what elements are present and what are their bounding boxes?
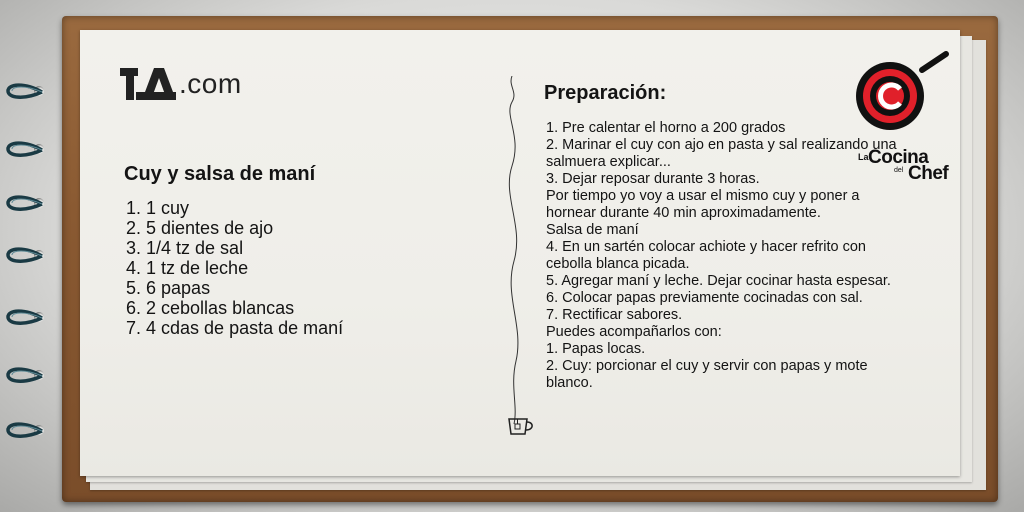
- recipe-title: Cuy y salsa de maní: [124, 163, 316, 185]
- chef-logo-cocina: Cocina: [868, 147, 929, 168]
- list-item: 3. 1/4 tz de sal: [126, 238, 244, 258]
- binding-ring: [4, 138, 70, 160]
- list-item: 2. Cuy: porcionar el cuy y servir con papas y mote blanco.: [546, 358, 868, 391]
- binding-ring: [4, 419, 70, 441]
- chef-logo-chef: Chef: [908, 163, 949, 184]
- binding-ring: [4, 364, 70, 386]
- list-item: 2. 5 dientes de ajo: [126, 218, 274, 238]
- list-item: Puedes acompañarlos con:: [546, 324, 722, 340]
- brand-logo: [120, 64, 242, 104]
- ingredient-list: [126, 198, 343, 338]
- list-item: 6. Colocar papas previamente cocinadas con sal.: [546, 290, 863, 306]
- binding-ring: [4, 192, 70, 214]
- list-item: 7. Rectificar sabores.: [546, 307, 683, 323]
- list-item: 2. Marinar el cuy con ajo en pasta y sal realizando una salmuera explicar...: [546, 137, 897, 170]
- list-item: 1. Papas locas.: [546, 341, 646, 357]
- binding-ring: [4, 244, 70, 266]
- chef-logo-del: del: [894, 167, 904, 174]
- list-item: 4. En un sartén colocar achiote y hacer refrito con cebolla blanca picada.: [546, 239, 866, 272]
- list-item: 3. Dejar reposar durante 3 horas.: [546, 171, 760, 187]
- chef-logo-la: La: [858, 152, 869, 162]
- brand-logo-text: .com: [179, 68, 242, 99]
- list-item: 1. Pre calentar el horno a 200 grados: [546, 120, 786, 136]
- list-item: 7. 4 cdas de pasta de maní: [126, 318, 344, 338]
- steam-divider: [498, 76, 530, 426]
- preparation-title: Preparación:: [544, 82, 667, 104]
- binding-ring: [4, 306, 70, 328]
- cup-icon: [506, 414, 536, 438]
- list-item: 1. 1 cuy: [126, 198, 190, 218]
- list-item: Por tiempo yo voy a usar el mismo cuy y poner a hornear durante 40 min aproximadamente.: [546, 188, 860, 221]
- binding-ring: [4, 80, 70, 102]
- list-item: 5. Agregar maní y leche. Dejar cocinar hasta espesar.: [546, 273, 891, 289]
- list-item: Salsa de maní: [546, 222, 639, 238]
- brand-logo-mark: [120, 66, 178, 102]
- list-item: 4. 1 tz de leche: [126, 258, 249, 278]
- list-item: 6. 2 cebollas blancas: [126, 298, 295, 318]
- list-item: 5. 6 papas: [126, 278, 211, 298]
